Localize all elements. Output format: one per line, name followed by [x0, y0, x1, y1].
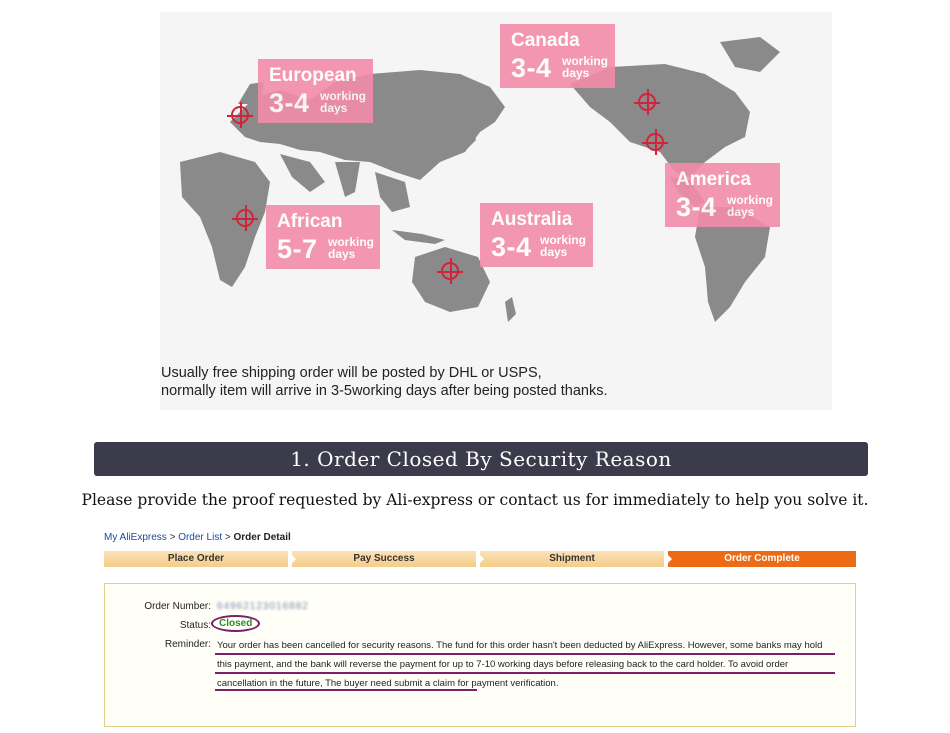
order-number-value: 64962123016882 — [217, 601, 309, 612]
section-title-bar — [94, 442, 868, 476]
unit-line-1: working — [540, 233, 587, 247]
greenland-landmass — [720, 37, 780, 72]
shipping-note — [161, 364, 607, 400]
reminder-text: Your order has been cancelled for security reasons. The fund for this order hasn't been deducted by AliExpress. However, some banks may hold this payment, and the bank will reverse the payment for up to 7-10 working days before releasing back to the card holder. To avoid order cancellation in the future, The buyer need submit a claim for payment verification. — [217, 640, 823, 689]
instruction-text: Please provide the proof requested by Ali-express or contact us for immediately to help you solve it. — [81, 491, 869, 509]
progress-step-pay-success: Pay Success — [292, 551, 476, 567]
order-progress-bar — [104, 551, 856, 567]
card-america — [665, 163, 780, 227]
highlight-underline — [215, 653, 835, 655]
unit-line-1: working — [727, 193, 774, 207]
order-detail-box — [104, 583, 856, 727]
breadcrumb-my-aliexpress[interactable]: My AliExpress — [104, 532, 167, 543]
breadcrumb-order-detail: Order Detail — [233, 532, 291, 543]
se-asia-landmass — [375, 172, 410, 212]
step-chevron-icon — [476, 551, 484, 567]
shipping-note-line-1: Usually free shipping order will be posted by DHL or USPS, — [161, 365, 542, 381]
arabia-india-landmass — [280, 154, 360, 197]
unit-line-2: days — [727, 205, 755, 219]
status-label: Status: — [179, 620, 211, 631]
unit-line-1: working — [328, 235, 375, 249]
unit-line-1: working — [320, 89, 367, 103]
card-days-value: 3-4 — [269, 88, 310, 118]
card-days-unit — [320, 90, 366, 114]
step-chevron-icon — [664, 551, 672, 567]
crosshair-icon — [236, 209, 254, 227]
breadcrumb — [104, 532, 291, 543]
card-region-label: America — [676, 169, 751, 190]
progress-step-place-order: Place Order — [104, 551, 288, 567]
indonesia-landmass — [392, 230, 445, 244]
card-region-label: Australia — [491, 209, 573, 230]
reminder-label: Reminder: — [164, 639, 211, 650]
status-badge: Closed — [211, 615, 260, 632]
crosshair-icon — [638, 93, 656, 111]
card-region-label: African — [277, 211, 343, 232]
breadcrumb-separator: > — [224, 532, 231, 543]
progress-step-order-complete: Order Complete — [668, 551, 856, 567]
card-days-value: 3-4 — [511, 53, 552, 83]
newzealand-landmass — [505, 297, 516, 322]
card-europe — [258, 59, 373, 123]
card-days-value: 3-4 — [676, 192, 717, 222]
card-region-label: Canada — [511, 30, 580, 51]
crosshair-icon — [231, 106, 249, 124]
breadcrumb-order-list[interactable]: Order List — [178, 532, 223, 543]
card-canada — [500, 24, 615, 88]
unit-line-2: days — [562, 66, 590, 80]
unit-line-2: days — [320, 101, 348, 115]
highlight-underline — [215, 689, 477, 691]
crosshair-icon — [646, 133, 664, 151]
card-days-unit — [328, 236, 374, 260]
card-days-unit — [562, 55, 608, 79]
unit-line-1: working — [562, 54, 609, 68]
section-title: 1. Order Closed By Security Reason — [290, 447, 672, 471]
progress-step-shipment: Shipment — [480, 551, 664, 567]
card-days-unit — [727, 194, 773, 218]
step-chevron-icon — [288, 551, 296, 567]
card-africa — [266, 205, 380, 269]
breadcrumb-separator: > — [169, 532, 176, 543]
unit-line-2: days — [328, 247, 356, 261]
crosshair-icon — [441, 262, 459, 280]
card-days-unit — [540, 234, 586, 258]
highlight-underline — [215, 672, 835, 674]
card-region-label: European — [269, 65, 357, 86]
card-days-value: 5-7 — [277, 234, 318, 264]
order-number-label: Order Number: — [144, 601, 211, 612]
unit-line-2: days — [540, 245, 568, 259]
shipping-map-panel — [160, 12, 832, 410]
shipping-note-line-2: normally item will arrive in 3-5working days after being posted thanks. — [161, 383, 608, 399]
card-days-value: 3-4 — [491, 232, 532, 262]
card-australia — [480, 203, 593, 267]
